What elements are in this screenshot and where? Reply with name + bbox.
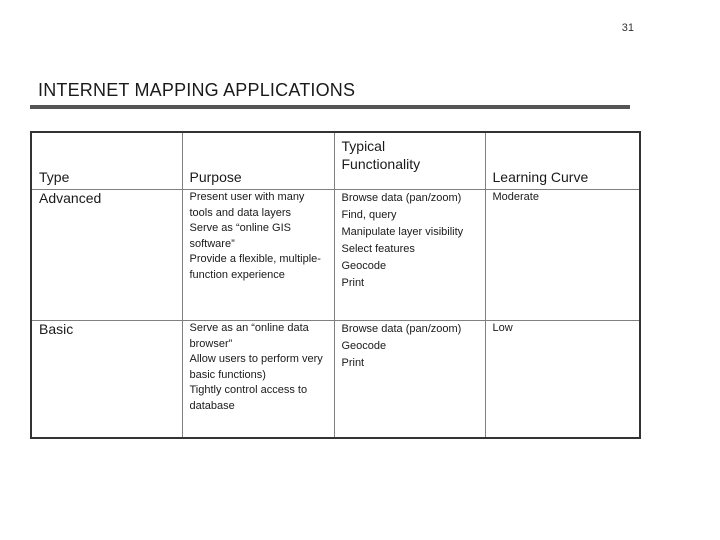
functionality-line: Select features [341,243,415,255]
learning-curve-cell: Low [485,321,640,438]
functionality-line: Find, query [341,209,397,221]
header-functionality [334,132,485,190]
header-purpose: Purpose [182,132,334,190]
table-row [31,190,640,321]
functionality-line: Print [341,277,365,289]
header-type: Type [31,132,182,190]
functionality-line: Browse data (pan/zoom) [341,192,462,204]
header-learning-curve: Learning Curve [485,132,640,190]
purpose-cell [182,321,334,438]
functionality-line: Geocode [341,260,387,272]
page-number: 31 [621,22,634,34]
functionality-line: Print [341,357,365,369]
learning-curve-cell: Moderate [485,190,640,321]
header-functionality-label: Typical Functionality [341,138,421,172]
functionality-line: Geocode [341,340,387,352]
purpose-line: Allow users to perform very basic functions) [189,353,323,381]
functionality-line: Browse data (pan/zoom) [341,323,462,335]
purpose-line: Serve as an “online data browser” [189,322,309,350]
purpose-cell [182,190,334,321]
functionality-cell [334,190,485,321]
functionality-cell [334,321,485,438]
page-title: INTERNET MAPPING APPLICATIONS [38,80,356,100]
purpose-line: Present user with many tools and data layers [189,191,305,219]
type-cell: Basic [31,321,182,438]
purpose-line: Tightly control access to database [189,384,308,412]
table-row [31,321,640,438]
table-header-row [31,132,640,190]
type-cell: Advanced [31,190,182,321]
title-divider [30,105,630,109]
purpose-line: Serve as “online GIS software” [189,222,291,250]
functionality-line: Manipulate layer visibility [341,226,464,238]
applications-table [30,131,641,439]
purpose-line: Provide a flexible, multiple-function experience [189,253,321,281]
